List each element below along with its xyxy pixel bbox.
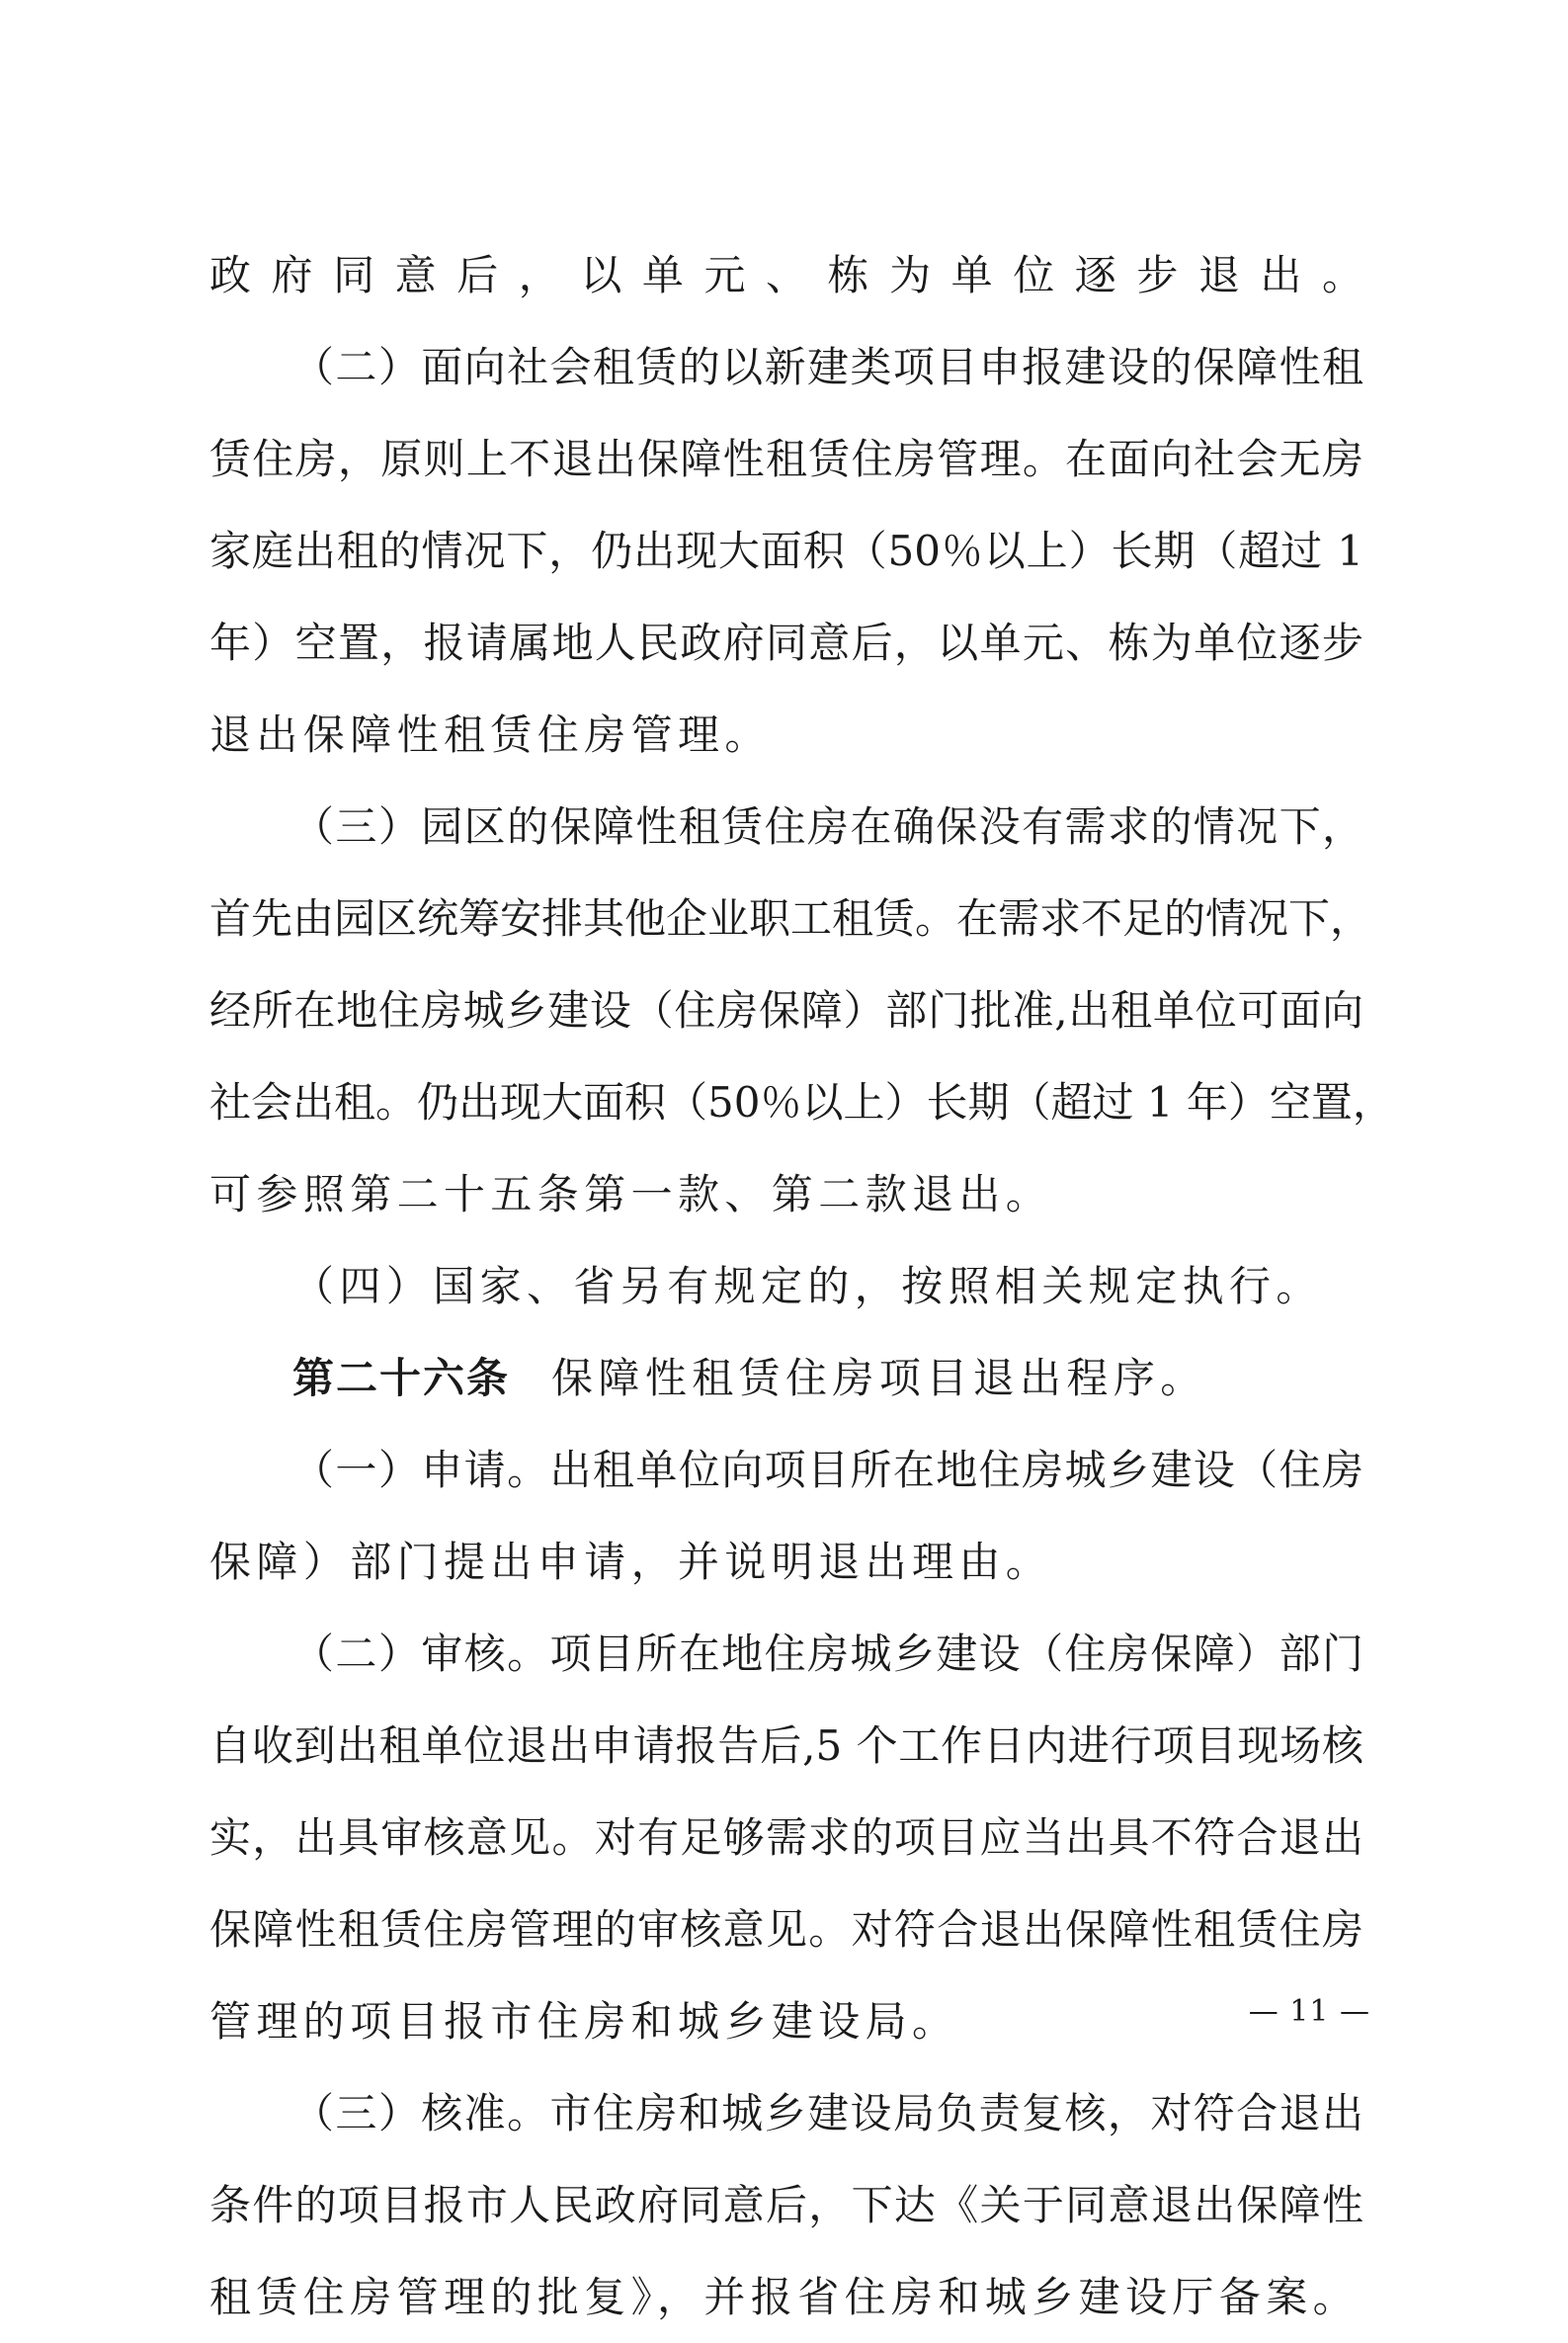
paragraph-line: 年）空置，报请属地人民政府同意后，以单元、栋为单位逐步 xyxy=(209,619,1363,667)
paragraph-line: （二）面向社会租赁的以新建类项目申报建设的保障性租 xyxy=(292,343,1363,391)
paragraph-line: 实，出具审核意见。对有足够需求的项目应当出具不符合退出 xyxy=(209,1813,1363,1862)
paragraph-line: 可参照第二十五条第一款、第二款退出。 xyxy=(209,1170,1053,1218)
paragraph-line: （三）园区的保障性租赁住房在确保没有需求的情况下， xyxy=(292,802,1363,851)
document-body xyxy=(209,229,1394,2343)
paragraph-line: 租赁住房管理的批复》，并报省住房和城乡建设厅备案。 xyxy=(209,2273,1361,2321)
article-number: 第二十六条 xyxy=(292,1354,511,1402)
paragraph-line: 政府同意后，以单元、栋为单位逐步退出。 xyxy=(209,251,1363,299)
article-heading xyxy=(209,1332,1363,1424)
paragraph-line: （二）审核。项目所在地住房城乡建设（住房保障）部门 xyxy=(292,1630,1363,1678)
paragraph-line: （一）申请。出租单位向项目所在地住房城乡建设（住房 xyxy=(292,1446,1363,1494)
paragraph-line: 社会出租。仍出现大面积（50％以上）长期（超过 1 年）空置， xyxy=(209,1078,1394,1127)
page-number: — 11 — xyxy=(1248,1994,1370,2029)
article-title: 保障性租赁住房项目退出程序。 xyxy=(551,1354,1207,1402)
paragraph-line: （三）核准。市住房和城乡建设局负责复核，对符合退出 xyxy=(292,2089,1363,2137)
paragraph-line: 保障性租赁住房管理的审核意见。对符合退出保障性租赁住房 xyxy=(209,1905,1363,1954)
paragraph-line: （四）国家、省另有规定的，按照相关规定执行。 xyxy=(292,1262,1323,1310)
paragraph-line: 经所在地住房城乡建设（住房保障）部门批准,出租单位可面向 xyxy=(209,986,1363,1035)
paragraph-line: 退出保障性租赁住房管理。 xyxy=(209,711,772,759)
paragraph-line: 自收到出租单位退出申请报告后,5 个工作日内进行项目现场核 xyxy=(209,1721,1363,1770)
paragraph-line: 保障）部门提出申请，并说明退出理由。 xyxy=(209,1538,1053,1586)
paragraph-line: 赁住房，原则上不退出保障性租赁住房管理。在面向社会无房 xyxy=(209,435,1363,483)
paragraph-line: 家庭出租的情况下，仍出现大面积（50％以上）长期（超过 1 xyxy=(209,527,1363,575)
paragraph-line: 条件的项目报市人民政府同意后，下达《关于同意退出保障性 xyxy=(209,2181,1363,2229)
paragraph-line: 首先由园区统筹安排其他企业职工租赁。在需求不足的情况下， xyxy=(209,894,1372,943)
paragraph-line: 管理的项目报市住房和城乡建设局。 xyxy=(209,1997,959,2046)
